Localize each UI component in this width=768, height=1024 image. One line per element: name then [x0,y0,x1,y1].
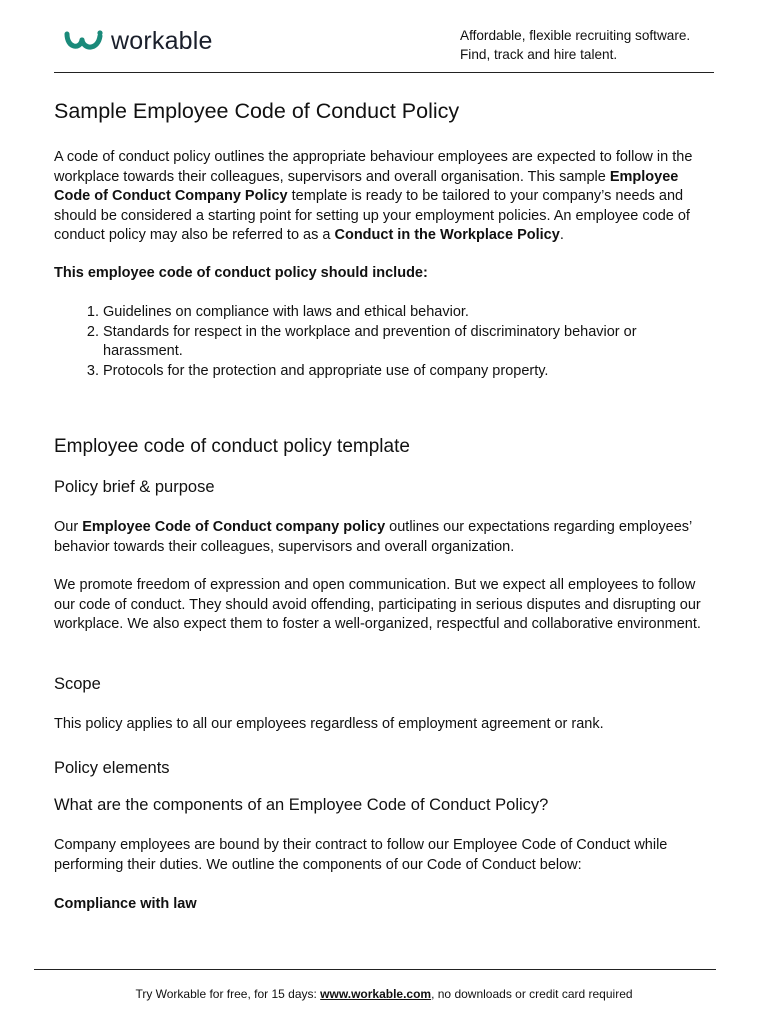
intro-bold-1: Employee Code of Conduct Company Policy [54,168,679,204]
scope-heading: Scope [54,675,101,693]
intro-bold-2: Conduct in the Workplace Policy [334,227,560,243]
brief-paragraph-1 [54,518,718,557]
footer-text-2: , no downloads or credit card required [431,987,633,1001]
page-title: Sample Employee Code of Conduct Policy [54,99,460,123]
footer-divider [34,969,716,970]
intro-text-3: . [559,227,564,243]
brief-paragraph-2: We promote freedom of expression and open communication. But we expect all employees to follow our code of conduct. They should avoid offending, participating in serious disputes and disrupting our workplace. We also expect them to foster a well-organized, respectful and collaborative environment. [54,577,701,632]
include-list [54,303,718,381]
page-footer [0,987,768,1001]
list-item: 3. Protocols for the protection and appropriate use of company property. [103,362,718,382]
elements-heading: Policy elements [54,759,170,777]
tagline-line-1: Affordable, flexible recruiting software. [460,28,691,43]
workable-logo[interactable] [64,27,213,56]
page-header [0,0,768,74]
footer-link[interactable]: www.workable.com [320,987,432,1001]
workable-logo-icon [64,28,104,56]
intro-text-2: template is ready to be tailored to your company’s needs and should be considered a starting point for setting up your employment policies. An employee code of conduct policy may also be referred to as a [54,188,690,243]
header-tagline [460,26,690,64]
brief-text-2: outlines our expectations regarding employees’ behavior towards their colleagues, supervisors and overall organization. [54,519,692,555]
list-item: 1. Guidelines on compliance with laws and ethical behavior. [103,303,718,323]
brief-heading: Policy brief & purpose [54,478,215,496]
brief-text-1: Our [54,519,83,535]
components-heading: What are the components of an Employee Code of Conduct Policy? [54,796,549,814]
tagline-line-2: Find, track and hire talent. [460,47,618,62]
compliance-heading: Compliance with law [54,896,197,912]
footer-text-1: Try Workable for free, for 15 days: [135,987,321,1001]
list-item: 2. Standards for respect in the workplace and prevention of discriminatory behavior or harassment. [103,323,718,362]
document-body [54,96,718,912]
intro-paragraph [54,148,718,246]
template-heading: Employee code of conduct policy template [54,436,410,457]
intro-text-1: A code of conduct policy outlines the appropriate behaviour employees are expected to follow in the workplace towards their colleagues, supervisors and overall organisation. This sample [54,149,693,185]
components-paragraph: Company employees are bound by their contract to follow our Employee Code of Conduct while performing their duties. We outline the components of our Code of Conduct below: [54,837,668,873]
brief-bold-1: Employee Code of Conduct company policy [82,519,386,535]
logo-wordmark: workable [111,27,213,55]
scope-paragraph: This policy applies to all our employees regardless of employment agreement or rank. [54,716,604,732]
include-heading: This employee code of conduct policy should include: [54,265,428,281]
header-divider [54,72,714,73]
